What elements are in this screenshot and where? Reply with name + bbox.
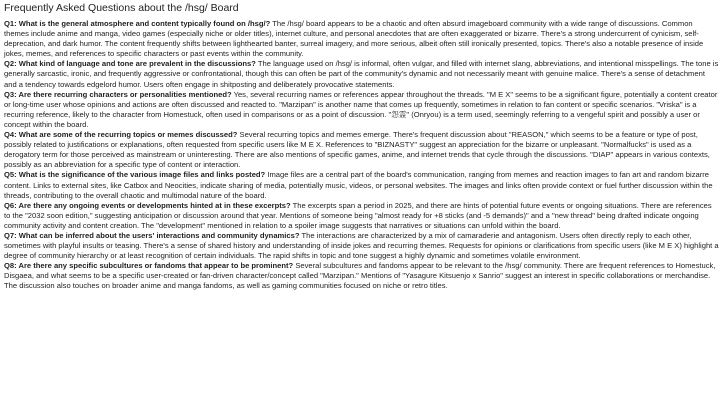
faq-answer: Several subcultures and fandoms appear to be relevant to the /hsg/ community. There are frequent references to Homestuck, Disgaea, and what seems to be a specific user-created or fan-driven character/concept called "Marzipan." Mentions of "Yasagure Kitsuenjo x Sanrio" suggest an interest in specific collaborations or merchandise. The discussion also touches on broader anime and manga fandoms, as well as gaming communities focused on niche or retro titles.: [4, 261, 716, 291]
faq-answer: Image files are a central part of the board's communication, ranging from memes and reaction images to fan art and random bizarre content. Links to external sites, like Catbox and Neocities, indicate sharing of media, potentially music, videos, or personal websites. The images and links often provide context or fuel further discussion within the threads, contributing to the overall chaotic and multimodal nature of the board.: [4, 170, 713, 200]
faq-question: Q1: What is the general atmosphere and content typically found on /hsg/?: [4, 19, 271, 28]
faq-item-q5: [4, 170, 719, 200]
faq-item-q6: [4, 201, 719, 231]
faq-answer: The /hsg/ board appears to be a chaotic and often absurd imageboard community with a wide range of discussions. Common themes include anime and manga, video games (especially niche or older titles), internet culture, and personal anecdotes that are often exaggerated or bizarre. There's a strong undercurrent of cynicism, self-deprecation, and dark humor. The content frequently shifts between lighthearted banter, surreal imagery, and more serious, albeit often still ironically presented, topics. There's also a notable presence of inside jokes, memes, and references to specific characters or past events within the community.: [4, 19, 704, 59]
faq-answer: The excerpts span a period in 2025, and there are hints of potential future events or ongoing situations. There are references to the "2032 soon edition," suggesting anticipation or discussion around that year. Mentions of someone being "almost ready for +8 sticks (and -5 demands)" and a "new thread" being drafted indicate ongoing community activity and content creation. The "development" mentioned in relation to a spoiler image suggests that narratives or situations can unfold within the board.: [4, 200, 712, 230]
faq-question: Q7: What can be inferred about the users' interactions and community dynamics?: [4, 230, 300, 240]
faq-answer: The interactions are characterized by a mix of camaraderie and antagonism. Users often directly reply to each other, sometimes with playful insults or teasing. There's a sense of shared history and understanding of inside jokes and recurring themes. Requests for opinions or clarifications from specific users (like M E X) highlight a degree of community hierarchy or at least recognition of certain individuals. The rapid shifts in topic and tone suggest a highly dynamic and sometimes volatile environment.: [4, 230, 719, 261]
faq-item-q7: [4, 231, 719, 261]
faq-item-q4: [4, 130, 719, 170]
page-title: Frequently Asked Questions about the /hsg/ Board: [4, 2, 239, 14]
faq-answer: The language used on /hsg/ is informal, often vulgar, and filled with internet slang, abbreviations, and intentional misspellings. The tone is generally sarcastic, ironic, and frequently aggressive or confrontational, though this can often be part of the community's dynamic and not necessarily meant with genuine malice. There's a sense of detachment and a tendency towards edgelord humor. Users often engage in shitposting and deliberately provocative statements.: [4, 59, 719, 89]
faq-answer: Several recurring topics and memes emerge. There's frequent discussion about "REASON," which seems to be a feature or type of post, possibly related to justifications or explanations, often requested from specific users like M E X. References to "BIZNASTY" suggest an appreciation for the bizarre or unpleasant. "Normalfucks" is used as a derogatory term for those perceived as mainstream or uninteresting. There are also mentions of specific games, anime, and internet trends that cycle through the discussions. "DIAP" appears in various contexts, possibly as an abbreviation for a specific type of content or interaction.: [4, 130, 710, 170]
faq-item-q1: [4, 19, 719, 59]
faq-question: Q6: Are there any ongoing events or developments hinted at in these excerpts?: [4, 200, 291, 210]
faq-answer: Yes, several recurring names or references appear throughout the threads. "M E X" seems to be a significant figure, potentially a content creator or long-time user whose opinions and actions are often discussed and reacted to. "Marzipan" is another name that comes up frequently, sometimes in relation to fan content or specific scenarios. "Vriska" is a recurring reference, likely to the character from Homestuck, often used in comparisons or as a point of discussion. "怨霊" (Onryou) is a term used, seemingly referring to a vengeful spirit and possibly a user or concept within the board.: [4, 89, 718, 129]
faq-question: Q5: What is the significance of the various image files and links posted?: [4, 170, 266, 180]
faq-question: Q8: Are there any specific subcultures or fandoms that appear to be prominent?: [4, 261, 294, 271]
faq-question: Q2: What kind of language and tone are prevalent in the discussions?: [4, 59, 256, 69]
faq-item-q2: [4, 59, 719, 89]
faq-question: Q3: Are there recurring characters or personalities mentioned?: [4, 89, 232, 99]
faq-item-q3: [4, 90, 719, 130]
faq-item-q8: [4, 261, 719, 291]
faq-question: Q4: What are some of the recurring topics or memes discussed?: [4, 130, 238, 140]
